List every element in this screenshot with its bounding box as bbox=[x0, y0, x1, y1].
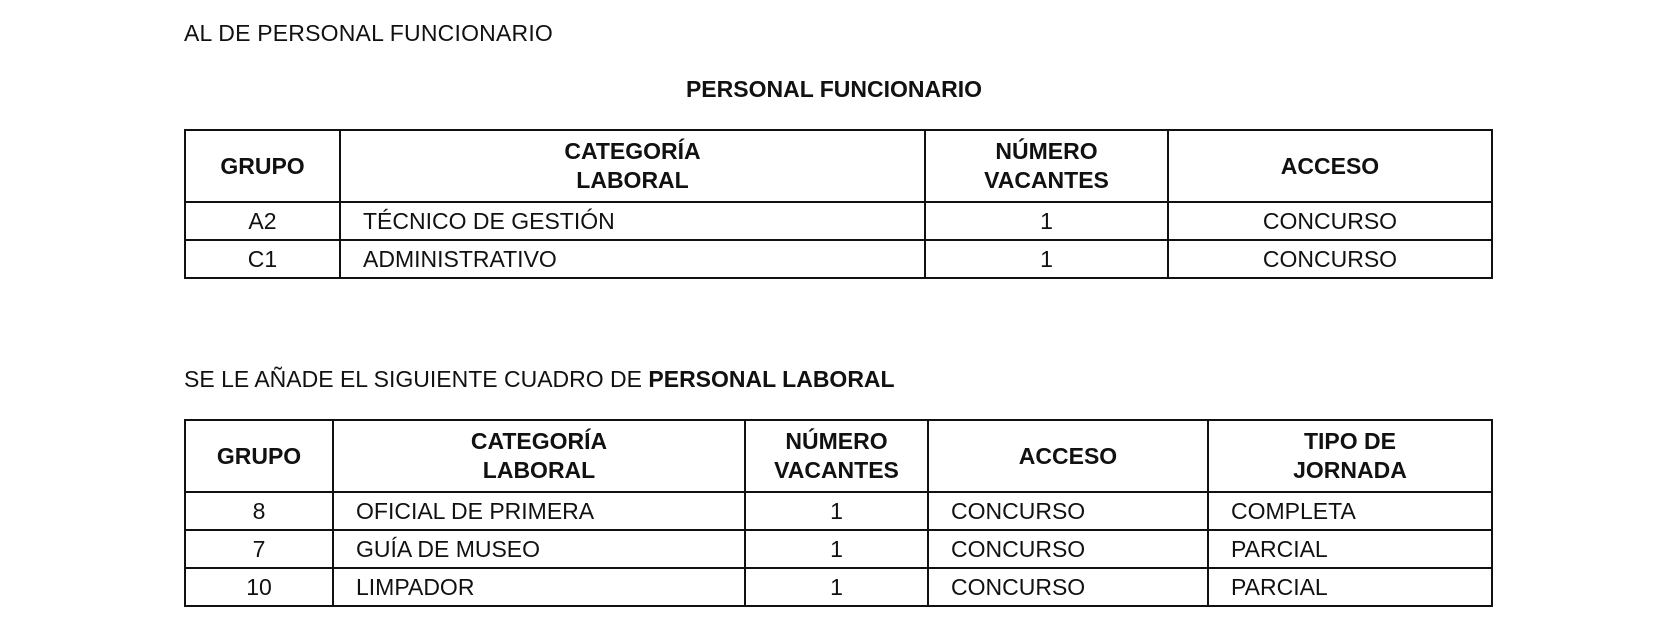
cell-categoria: GUÍA DE MUSEO bbox=[333, 530, 745, 568]
cell-numero: 1 bbox=[925, 240, 1168, 278]
header-numero-vacantes: NÚMERO VACANTES bbox=[925, 130, 1168, 202]
funcionario-title: PERSONAL FUNCIONARIO bbox=[685, 76, 983, 102]
laboral-intro-prefix: SE LE AÑADE EL SIGUIENTE CUADRO DE bbox=[184, 366, 649, 392]
table-row bbox=[185, 568, 1492, 606]
funcionario-header-row bbox=[185, 130, 1492, 202]
cell-acceso: CONCURSO bbox=[928, 568, 1208, 606]
header-tipo-jornada: TIPO DE JORNADA bbox=[1208, 420, 1492, 492]
cell-acceso: CONCURSO bbox=[1168, 202, 1492, 240]
header-grupo: GRUPO bbox=[185, 130, 340, 202]
header-acceso: ACCESO bbox=[1168, 130, 1492, 202]
header-acceso: ACCESO bbox=[928, 420, 1208, 492]
laboral-table bbox=[184, 419, 1493, 607]
cell-numero: 1 bbox=[745, 568, 928, 606]
table-row bbox=[185, 530, 1492, 568]
cell-acceso: CONCURSO bbox=[928, 530, 1208, 568]
header-categoria: CATEGORÍA LABORAL bbox=[340, 130, 925, 202]
cell-grupo: 10 bbox=[185, 568, 333, 606]
cell-categoria: LIMPADOR bbox=[333, 568, 745, 606]
cell-grupo: 8 bbox=[185, 492, 333, 530]
cell-grupo: 7 bbox=[185, 530, 333, 568]
cell-categoria: OFICIAL DE PRIMERA bbox=[333, 492, 745, 530]
header-grupo: GRUPO bbox=[185, 420, 333, 492]
laboral-header-row bbox=[185, 420, 1492, 492]
cell-acceso: CONCURSO bbox=[928, 492, 1208, 530]
cell-grupo: C1 bbox=[185, 240, 340, 278]
cell-categoria: TÉCNICO DE GESTIÓN bbox=[340, 202, 925, 240]
laboral-intro-bold: PERSONAL LABORAL bbox=[648, 366, 895, 392]
header-categoria: CATEGORÍA LABORAL bbox=[333, 420, 745, 492]
cell-tipo-jornada: PARCIAL bbox=[1208, 530, 1492, 568]
funcionario-table bbox=[184, 129, 1493, 279]
cell-acceso: CONCURSO bbox=[1168, 240, 1492, 278]
cell-numero: 1 bbox=[745, 492, 928, 530]
table-row bbox=[185, 240, 1492, 278]
table-row bbox=[185, 492, 1492, 530]
cell-grupo: A2 bbox=[185, 202, 340, 240]
intro-text: AL DE PERSONAL FUNCIONARIO bbox=[184, 20, 554, 46]
cell-tipo-jornada: PARCIAL bbox=[1208, 568, 1492, 606]
table-row bbox=[185, 202, 1492, 240]
cell-numero: 1 bbox=[745, 530, 928, 568]
laboral-intro bbox=[184, 366, 895, 393]
cell-numero: 1 bbox=[925, 202, 1168, 240]
header-numero-vacantes: NÚMERO VACANTES bbox=[745, 420, 928, 492]
cell-tipo-jornada: COMPLETA bbox=[1208, 492, 1492, 530]
cell-categoria: ADMINISTRATIVO bbox=[340, 240, 925, 278]
